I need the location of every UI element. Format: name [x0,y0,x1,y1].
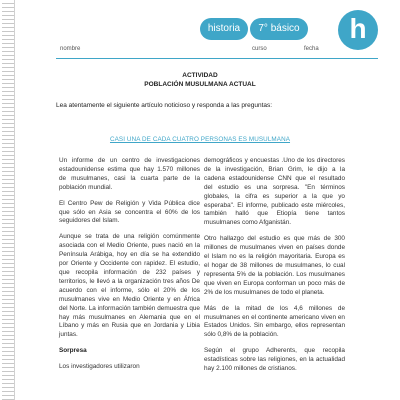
subject-tag: historia [200,18,248,40]
activity-subtitle: POBLACIÓN MUSULMANA ACTUAL [144,81,256,88]
article-headline: CASI UNA DE CADA CUATRO PERSONAS ES MUSULMANA [109,136,291,143]
article-left-column [59,157,200,379]
grade-tag: 7° básico [250,18,308,40]
article-paragraph: El Centro Pew de Religión y Vida Pública dice que sólo en Asia se concentra el 60% de los seguidores del Islam. [59,199,200,225]
course-field-label: curso [252,46,267,52]
date-field-label: fecha [304,46,319,52]
article-right-column [204,157,345,381]
article-paragraph: Un informe de un centro de investigaciones estadounidense estima que hay 1.570 millones de musulmanes, casi la cuarta parte de la población mundial. [59,157,200,191]
article-paragraph: Los investigadores utilizaron [59,363,140,371]
name-field-label: nombre [60,46,81,52]
student-fields [56,44,378,59]
article-paragraph: Más de la mitad de los 4,6 millones de musulmanes en el continente americano viven en Estados Unidos. Sin embargo, ellos representan sólo 0,8% de la población. [204,304,345,339]
spiral-binding [2,0,14,400]
brand-logo: h [338,10,378,50]
section-subheading: Sorpresa [59,347,87,355]
article-paragraph: Otro hallazgo del estudio es que más de 300 millones de musulmanes viven en países donde el Islam no es la religión mayoritaria. Europa es el hogar de 38 millones de musulmanes, lo cual representa 5% de la población. Los musulmanes que viven en Europa conforman un poco más de 2% de los musulmanes de todo el planeta. [204,235,345,296]
binding-edge [14,0,15,400]
instructions: Lea atentamente el siguiente artículo noticioso y responda a las preguntas: [56,102,273,109]
article-paragraph: Aunque se trata de una religión comúnmente asociada con el Medio Oriente, pues nació en la Península Arábiga, hoy en día se ha extendido por Oriente y Occidente con rapidez. El estudio, que recopila información de 232 países y territorios, le llevó a la organización tres años De acuerdo con el informe, sólo el 20% de los musulmanes vive en Medio Oriente y en África del Norte. La información también demuestra que hay más musulmanes en Alemania que en el Líbano y más en Rusia que en Jordania y Libia juntas. [59,233,200,339]
activity-title: ACTIVIDAD [182,72,218,79]
article-paragraph: Según el grupo Adherents, que recopila estadísticas sobre las religiones, en la actualidad hay 2.100 millones de cristianos. [204,347,345,373]
article-paragraph: demográficos y encuestas .Uno de los directores de la investigación, Brian Grim, le dijo a la cadena estadounidense CNN que el resultado del estudio es una sorpresa. "En términos globales, la cifra es superior a la que yo esperaba". El informe, publicado este miércoles, también halló que Etiopía tiene tantos musulmanes como Afganistán. [204,157,345,227]
